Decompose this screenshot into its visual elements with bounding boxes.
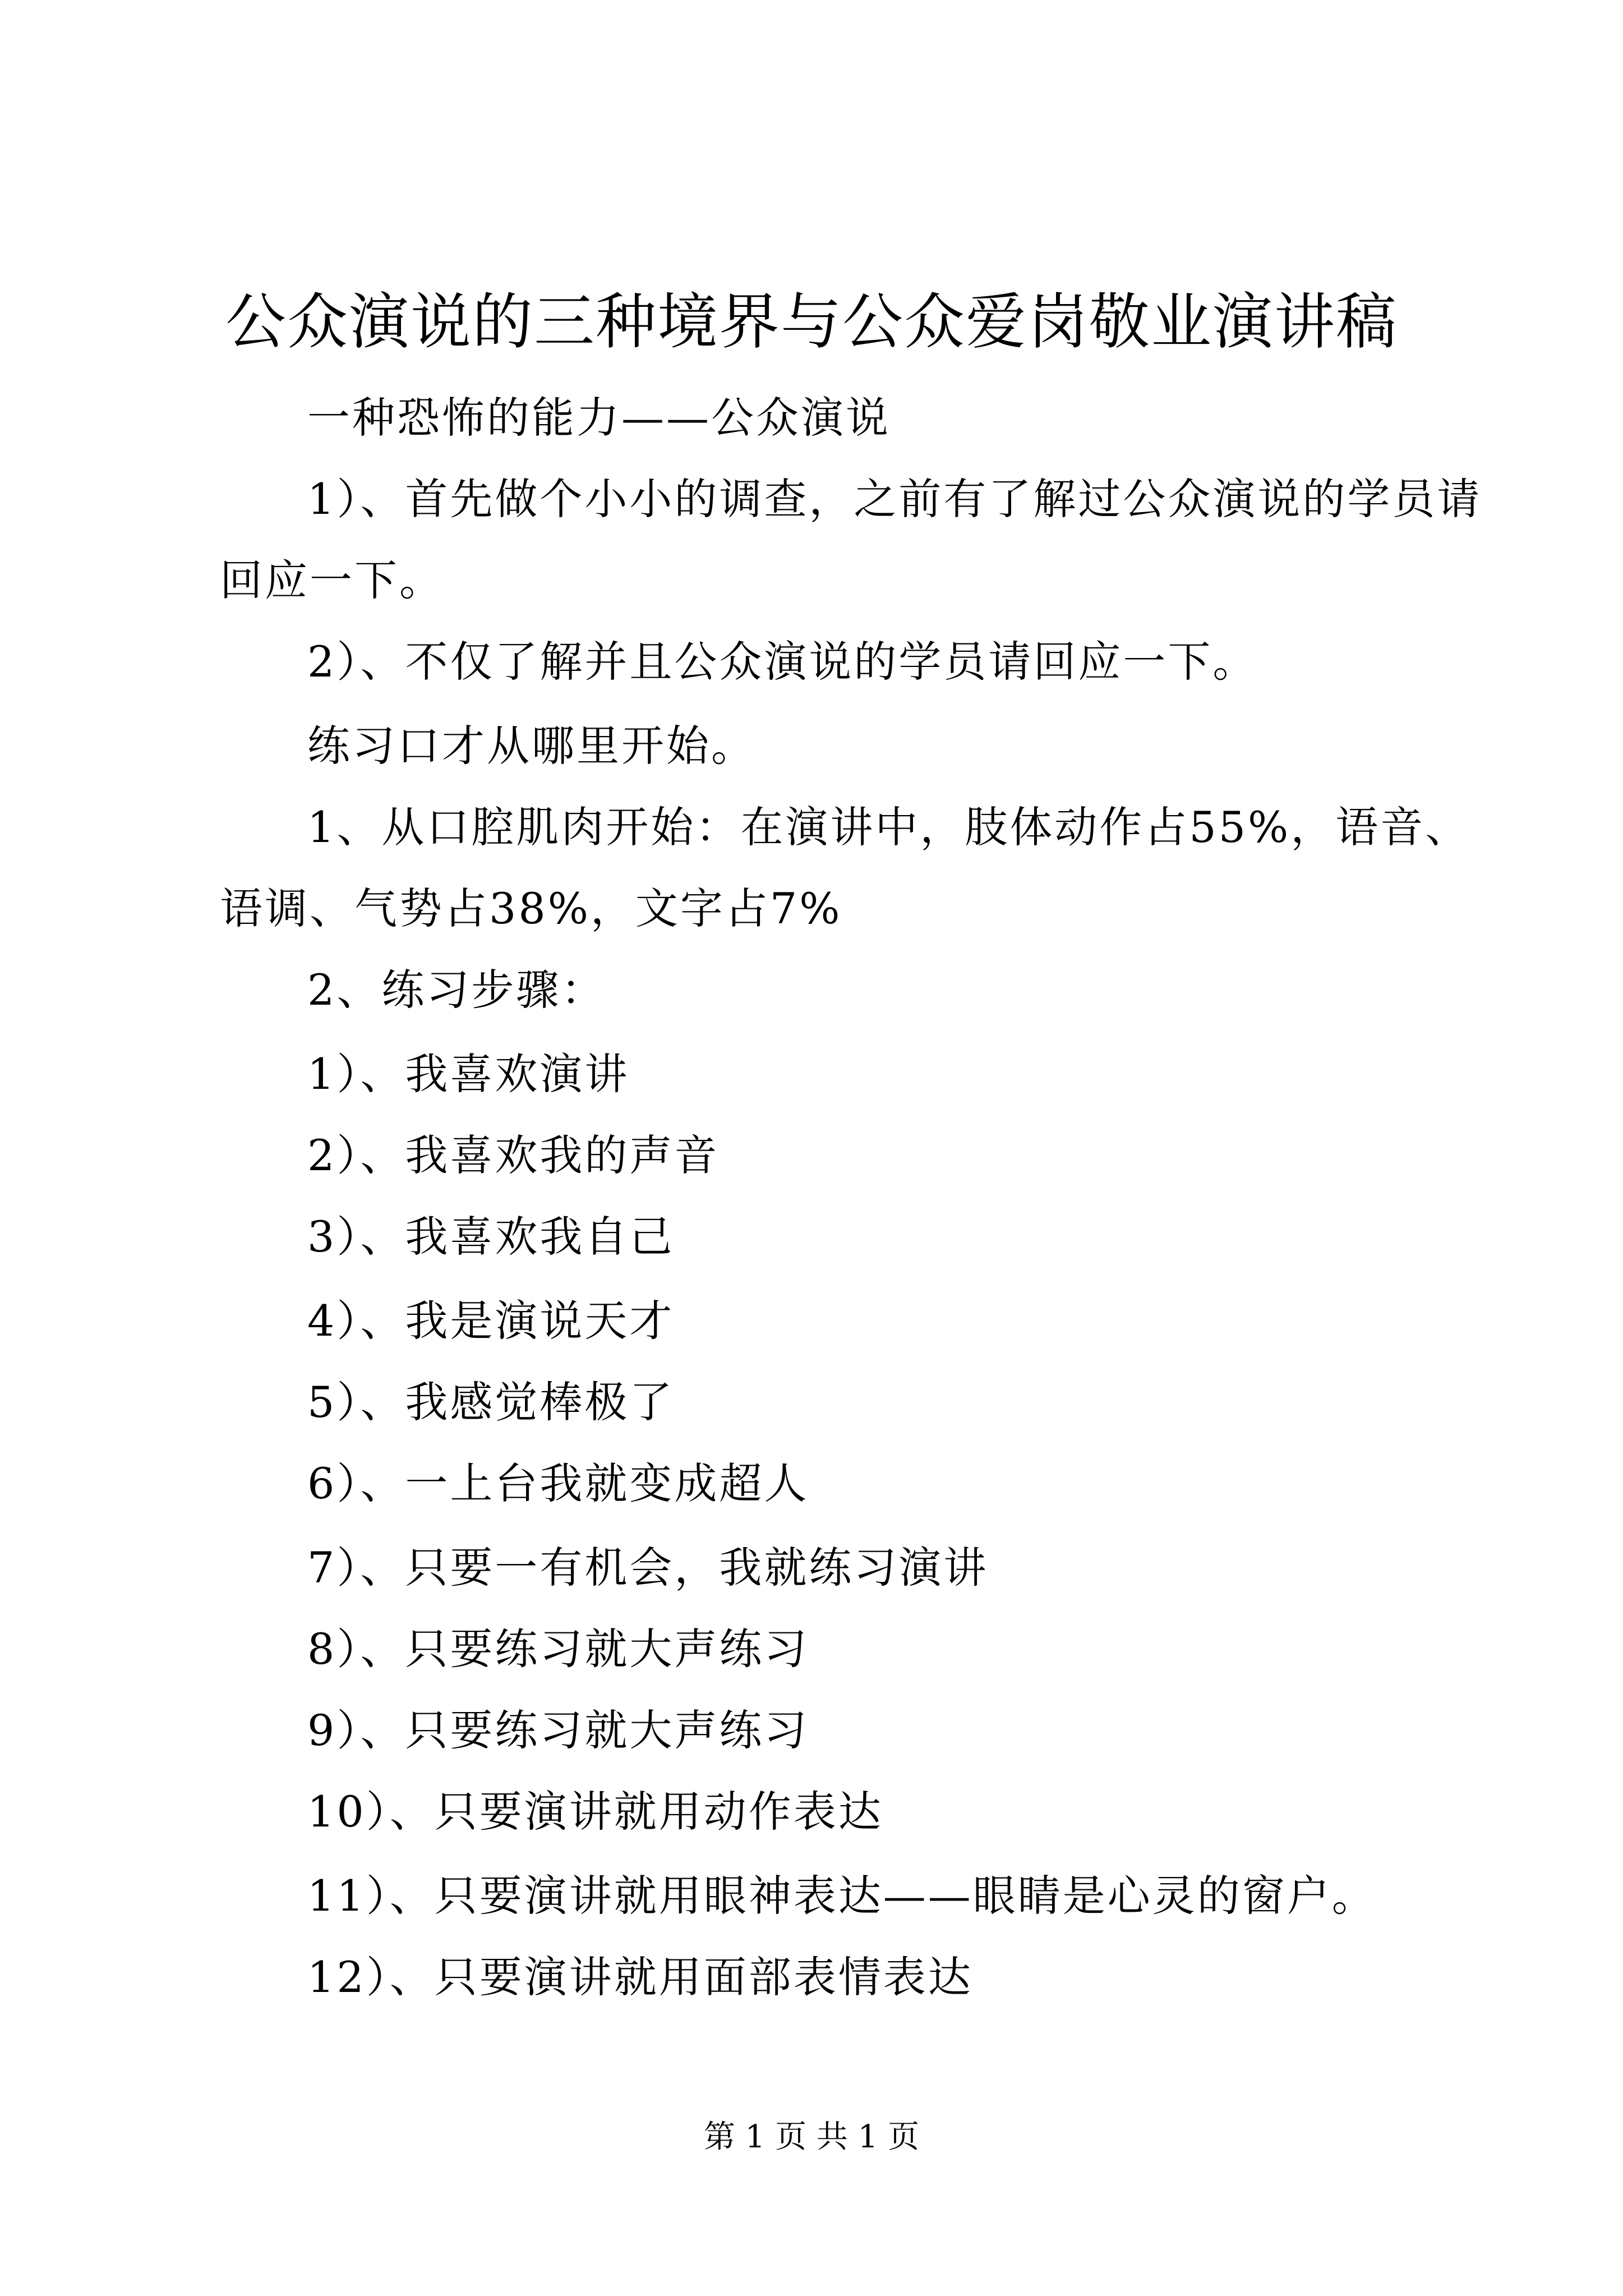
- paragraph-line: 1）、首先做个小小的调查，之前有了解过公众演说的学员请: [307, 474, 1482, 524]
- paragraph-line: 2）、不仅了解并且公众演说的学员请回应一下。: [307, 637, 1258, 687]
- paragraph-line: 2）、我喜欢我的声音: [307, 1130, 720, 1180]
- paragraph-line: 3）、我喜欢我自己: [307, 1212, 675, 1262]
- paragraph-line: 8）、只要练习就大声练习: [307, 1624, 809, 1674]
- paragraph-line: 1）、我喜欢演讲: [307, 1049, 630, 1099]
- paragraph-line: 5）、我感觉棒极了: [307, 1377, 675, 1427]
- document-title: 公众演说的三种境界与公众爱岗敬业演讲稿: [225, 287, 1398, 357]
- paragraph-line: 1、从口腔肌肉开始：在演讲中，肢体动作占55%，语音、: [307, 802, 1470, 852]
- paragraph-line: 7）、只要一有机会，我就练习演讲: [307, 1543, 989, 1593]
- paragraph-line: 12）、只要演讲就用面部表情表达: [307, 1952, 973, 2002]
- page-number-footer: 第 1 页 共 1 页: [703, 2119, 920, 2155]
- paragraph-line: 语调、气势占38%，文字占7%: [220, 884, 842, 933]
- paragraph-line: 4）、我是演说天才: [307, 1296, 675, 1346]
- paragraph-line: 练习口才从哪里开始。: [307, 721, 756, 771]
- paragraph-line: 10）、只要演讲就用动作表达: [307, 1787, 883, 1837]
- paragraph-line: 2、练习步骤：: [307, 965, 606, 1015]
- paragraph-line: 9）、只要练习就大声练习: [307, 1705, 809, 1755]
- paragraph-line: 11）、只要演讲就用眼神表达——眼睛是心灵的窗户。: [307, 1871, 1377, 1921]
- paragraph-line: 一种恐怖的能力——公众演说: [307, 393, 891, 443]
- paragraph-line: 回应一下。: [220, 555, 444, 605]
- paragraph-line: 6）、一上台我就变成超人: [307, 1458, 809, 1508]
